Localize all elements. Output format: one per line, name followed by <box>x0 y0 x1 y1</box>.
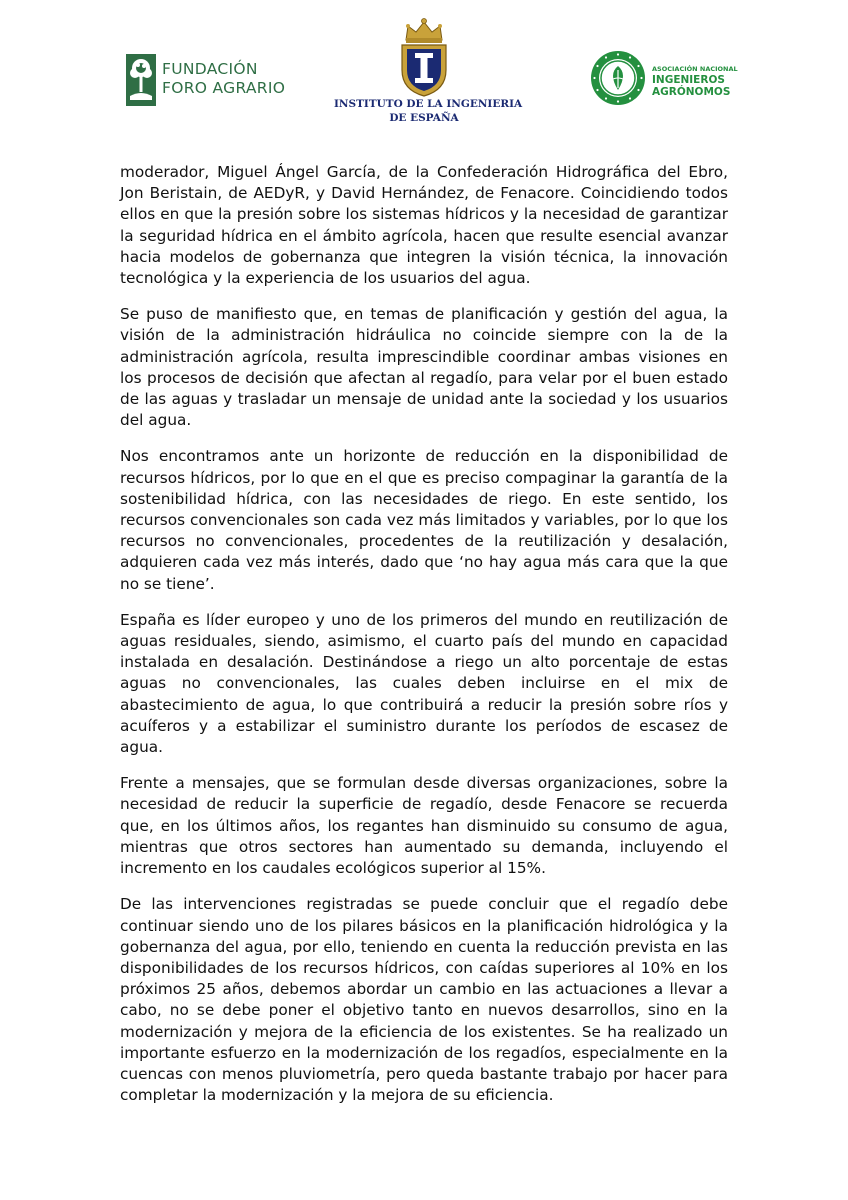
logo-iie-line1: INSTITUTO DE LA INGENIERIA <box>334 98 523 110</box>
paragraph: España es líder europeo y uno de los primeros del mundo en reutilización de aguas residuales, siendo, asimismo, el cuarto país del mundo en capacidad instalada en desalación. Destinándose a riego un alto porcentaje de estas aguas no convencionales, las cuales deben incluirse en el mix de abastecimiento de agua, lo que contribuirá a reducir la presión sobre ríos y acuíferos y a estabilizar el suministro durante los períodos de escasez de agua. <box>120 610 728 757</box>
crown-emblem-icon <box>396 18 452 98</box>
document-body <box>120 162 728 1121</box>
paragraph: moderador, Miguel Ángel García, de la Confederación Hidrográfica del Ebro, Jon Beristain, de AEDyR, y David Hernández, de Fenacore. Coincidiendo todos ellos en que la presión sobre los sistemas hídricos y la necesidad de garantizar la seguridad hídrica en el ámbito agrícola, hacen que resulte esencial avanzar hacia modelos de gobernanza que integren la visión técnica, la innovación tecnológica y la experiencia de los usuarios del agua. <box>120 163 728 288</box>
logo-foro-line2: FORO AGRARIO <box>162 79 286 97</box>
logo-foro-line1: FUNDACIÓN <box>162 60 258 78</box>
paragraph: Nos encontramos ante un horizonte de reducción en la disponibilidad de recursos hídricos, por lo que en el que es preciso compaginar la garantía de la sostenibilidad hídrica, con las necesidades de riego. En este sentido, los recursos convencionales son cada vez más limitados y variables, por lo que los recursos no convencionales, procedentes de la reutilización y desalación, adquieren cada vez más interés, dado que ‘no hay agua más cara que la que no se tiene’. <box>120 447 728 593</box>
fundacion-foro-agrario-logo <box>126 54 286 110</box>
logo-anig-line1: ASOCIACIÓN NACIONAL <box>652 65 738 73</box>
asociacion-ingenieros-agronomos-logo <box>590 50 740 108</box>
seal-icon <box>590 50 646 106</box>
paragraph: De las intervenciones registradas se puede concluir que el regadío debe continuar siendo uno de los pilares básicos en la planificación hidrológica y la gobernanza del agua, por ello, teniendo en cuenta la reducción prevista en las disponibilidades de los recursos hídricos, con caídas superiores al 10% en los próximos 25 años, debemos abordar un cambio en las actuaciones a llevar a cabo, no se debe poner el objetivo tanto en nuevos desarrollos, sino en la modernización y mejora de la eficiencia de los existentes. Se ha realizado un importante esfuerzo en la modernización de los regadíos, especialmente en la cuencas con menos pluviometría, pero queda bastante trabajo por hacer para completar la modernización y la mejora de su eficiencia. <box>120 895 728 1105</box>
tree-icon <box>126 54 156 106</box>
logo-anig-line3: AGRÓNOMOS <box>652 86 731 98</box>
paragraph: Frente a mensajes, que se formulan desde diversas organizaciones, sobre la necesidad de reducir la superficie de regadío, desde Fenacore se recuerda que, en los últimos años, los regantes han disminuido su consumo de agua, mientras que otros sectores han aumentado su demanda, incluyendo el incremento en los caudales ecológicos superior al 15%. <box>120 774 728 878</box>
paragraph: Se puso de manifiesto que, en temas de planificación y gestión del agua, la visión de la administración hidráulica no coincide siempre con la de la administración agrícola, resulta imprescindible coordinar ambas visiones en los procesos de decisión que afectan al regadío, para velar por el buen estado de las aguas y trasladar un mensaje de unidad ante la sociedad y los usuarios del agua. <box>120 305 728 430</box>
logo-anig-line2: INGENIEROS <box>652 74 725 86</box>
instituto-ingenieria-logo <box>334 18 523 126</box>
logo-iie-line2: DE ESPAÑA <box>389 112 459 124</box>
